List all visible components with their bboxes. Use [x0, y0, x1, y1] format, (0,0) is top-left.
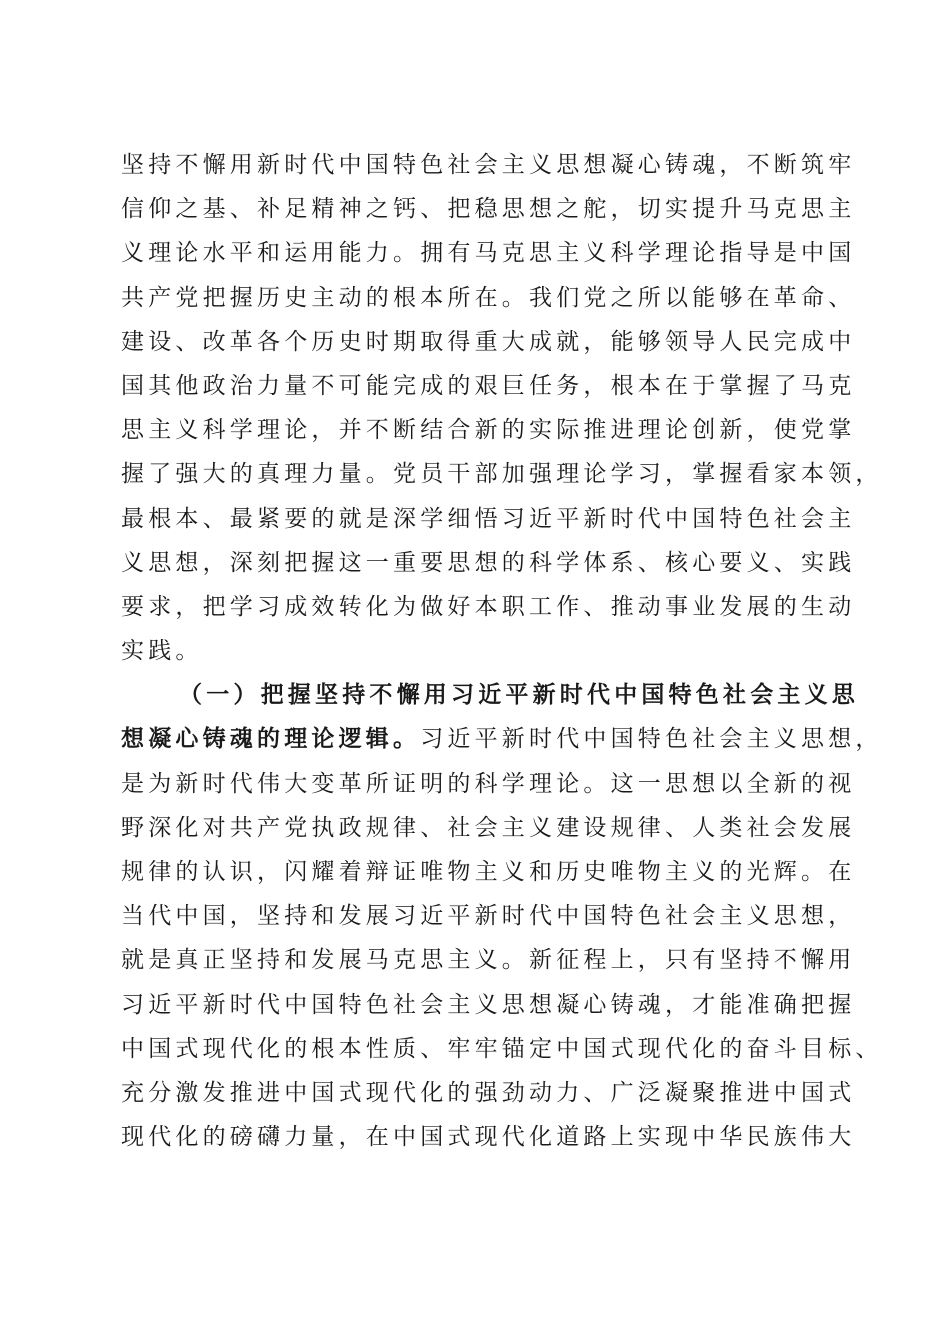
text-line: [121, 1115, 856, 1159]
text-line: [121, 983, 856, 1027]
text-line: [121, 717, 883, 761]
text-segment: 现代化的磅礴力量，在中国式现代化道路上实现中华民族伟大: [121, 1124, 856, 1151]
text-segment: 思主义科学理论，并不断结合新的实际推进理论创新，使党掌: [121, 417, 856, 444]
text-segment: 义思想，深刻把握这一重要思想的科学体系、核心要义、实践: [121, 549, 856, 576]
text-line: [121, 408, 856, 452]
text-segment: 信仰之基、补足精神之钙、把稳思想之舵，切实提升马克思主: [121, 196, 856, 223]
text-segment: 习近平新时代中国特色社会主义思想凝心铸魂，才能准确把握: [121, 991, 856, 1018]
section-heading-line: [121, 673, 859, 717]
text-line: [121, 276, 856, 320]
text-segment: 野深化对共产党执政规律、社会主义建设规律、人类社会发展: [121, 814, 856, 841]
text-line: [121, 629, 841, 673]
text-line: [121, 364, 856, 408]
text-line: [121, 1027, 883, 1071]
text-line: [121, 806, 856, 850]
text-segment: 国其他政治力量不可能完成的艰巨任务，根本在于掌握了马克: [121, 372, 856, 399]
text-line: [121, 541, 856, 585]
text-segment: 是为新时代伟大变革所证明的科学理论。这一思想以全新的视: [121, 770, 856, 797]
text-line: [121, 585, 856, 629]
text-line: [121, 938, 856, 982]
text-segment: 要求，把学习成效转化为做好本职工作、推动事业发展的生动: [121, 593, 856, 620]
text-line: [121, 497, 856, 541]
body-text: [121, 143, 883, 1159]
text-line: [121, 187, 856, 231]
text-segment: 中国式现代化的根本性质、牢牢锚定中国式现代化的奋斗目标、: [121, 1035, 883, 1062]
text-segment: 共产党把握历史主动的根本所在。我们党之所以能够在革命、: [121, 284, 856, 311]
text-segment: 最根本、最紧要的就是深学细悟习近平新时代中国特色社会主: [121, 505, 856, 532]
text-segment: 习近平新时代中国特色社会主义思想，: [420, 726, 883, 753]
text-line: [121, 762, 856, 806]
text-line: [121, 452, 883, 496]
text-line: [121, 320, 856, 364]
text-segment: 规律的认识，闪耀着辩证唯物主义和历史唯物主义的光辉。在: [121, 859, 856, 885]
text-segment: 当代中国，坚持和发展习近平新时代中国特色社会主义思想，: [121, 903, 856, 930]
text-segment: 坚持不懈用新时代中国特色社会主义思想凝心铸魂，不断筑牢: [121, 152, 856, 178]
bold-text-segment: 想凝心铸魂的理论逻辑。: [121, 725, 421, 753]
text-segment: 充分激发推进中国式现代化的强劲动力、广泛凝聚推进中国式: [121, 1079, 856, 1106]
text-segment: 就是真正坚持和发展马克思主义。新征程上，只有坚持不懈用: [121, 947, 856, 974]
bold-text-segment: （一）把握坚持不懈用习近平新时代中国特色社会主义思: [179, 681, 859, 709]
text-segment: 建设、改革各个历史时期取得重大成就，能够领导人民完成中: [121, 328, 856, 355]
text-line: [121, 894, 856, 938]
text-segment: 实践。: [121, 638, 203, 665]
text-line: [121, 143, 856, 187]
text-line: [121, 1071, 856, 1115]
text-segment: 义理论水平和运用能力。拥有马克思主义科学理论指导是中国: [121, 240, 856, 267]
text-segment: 握了强大的真理力量。党员干部加强理论学习，掌握看家本领，: [121, 461, 883, 488]
text-line: [121, 850, 856, 894]
text-line: [121, 231, 856, 275]
